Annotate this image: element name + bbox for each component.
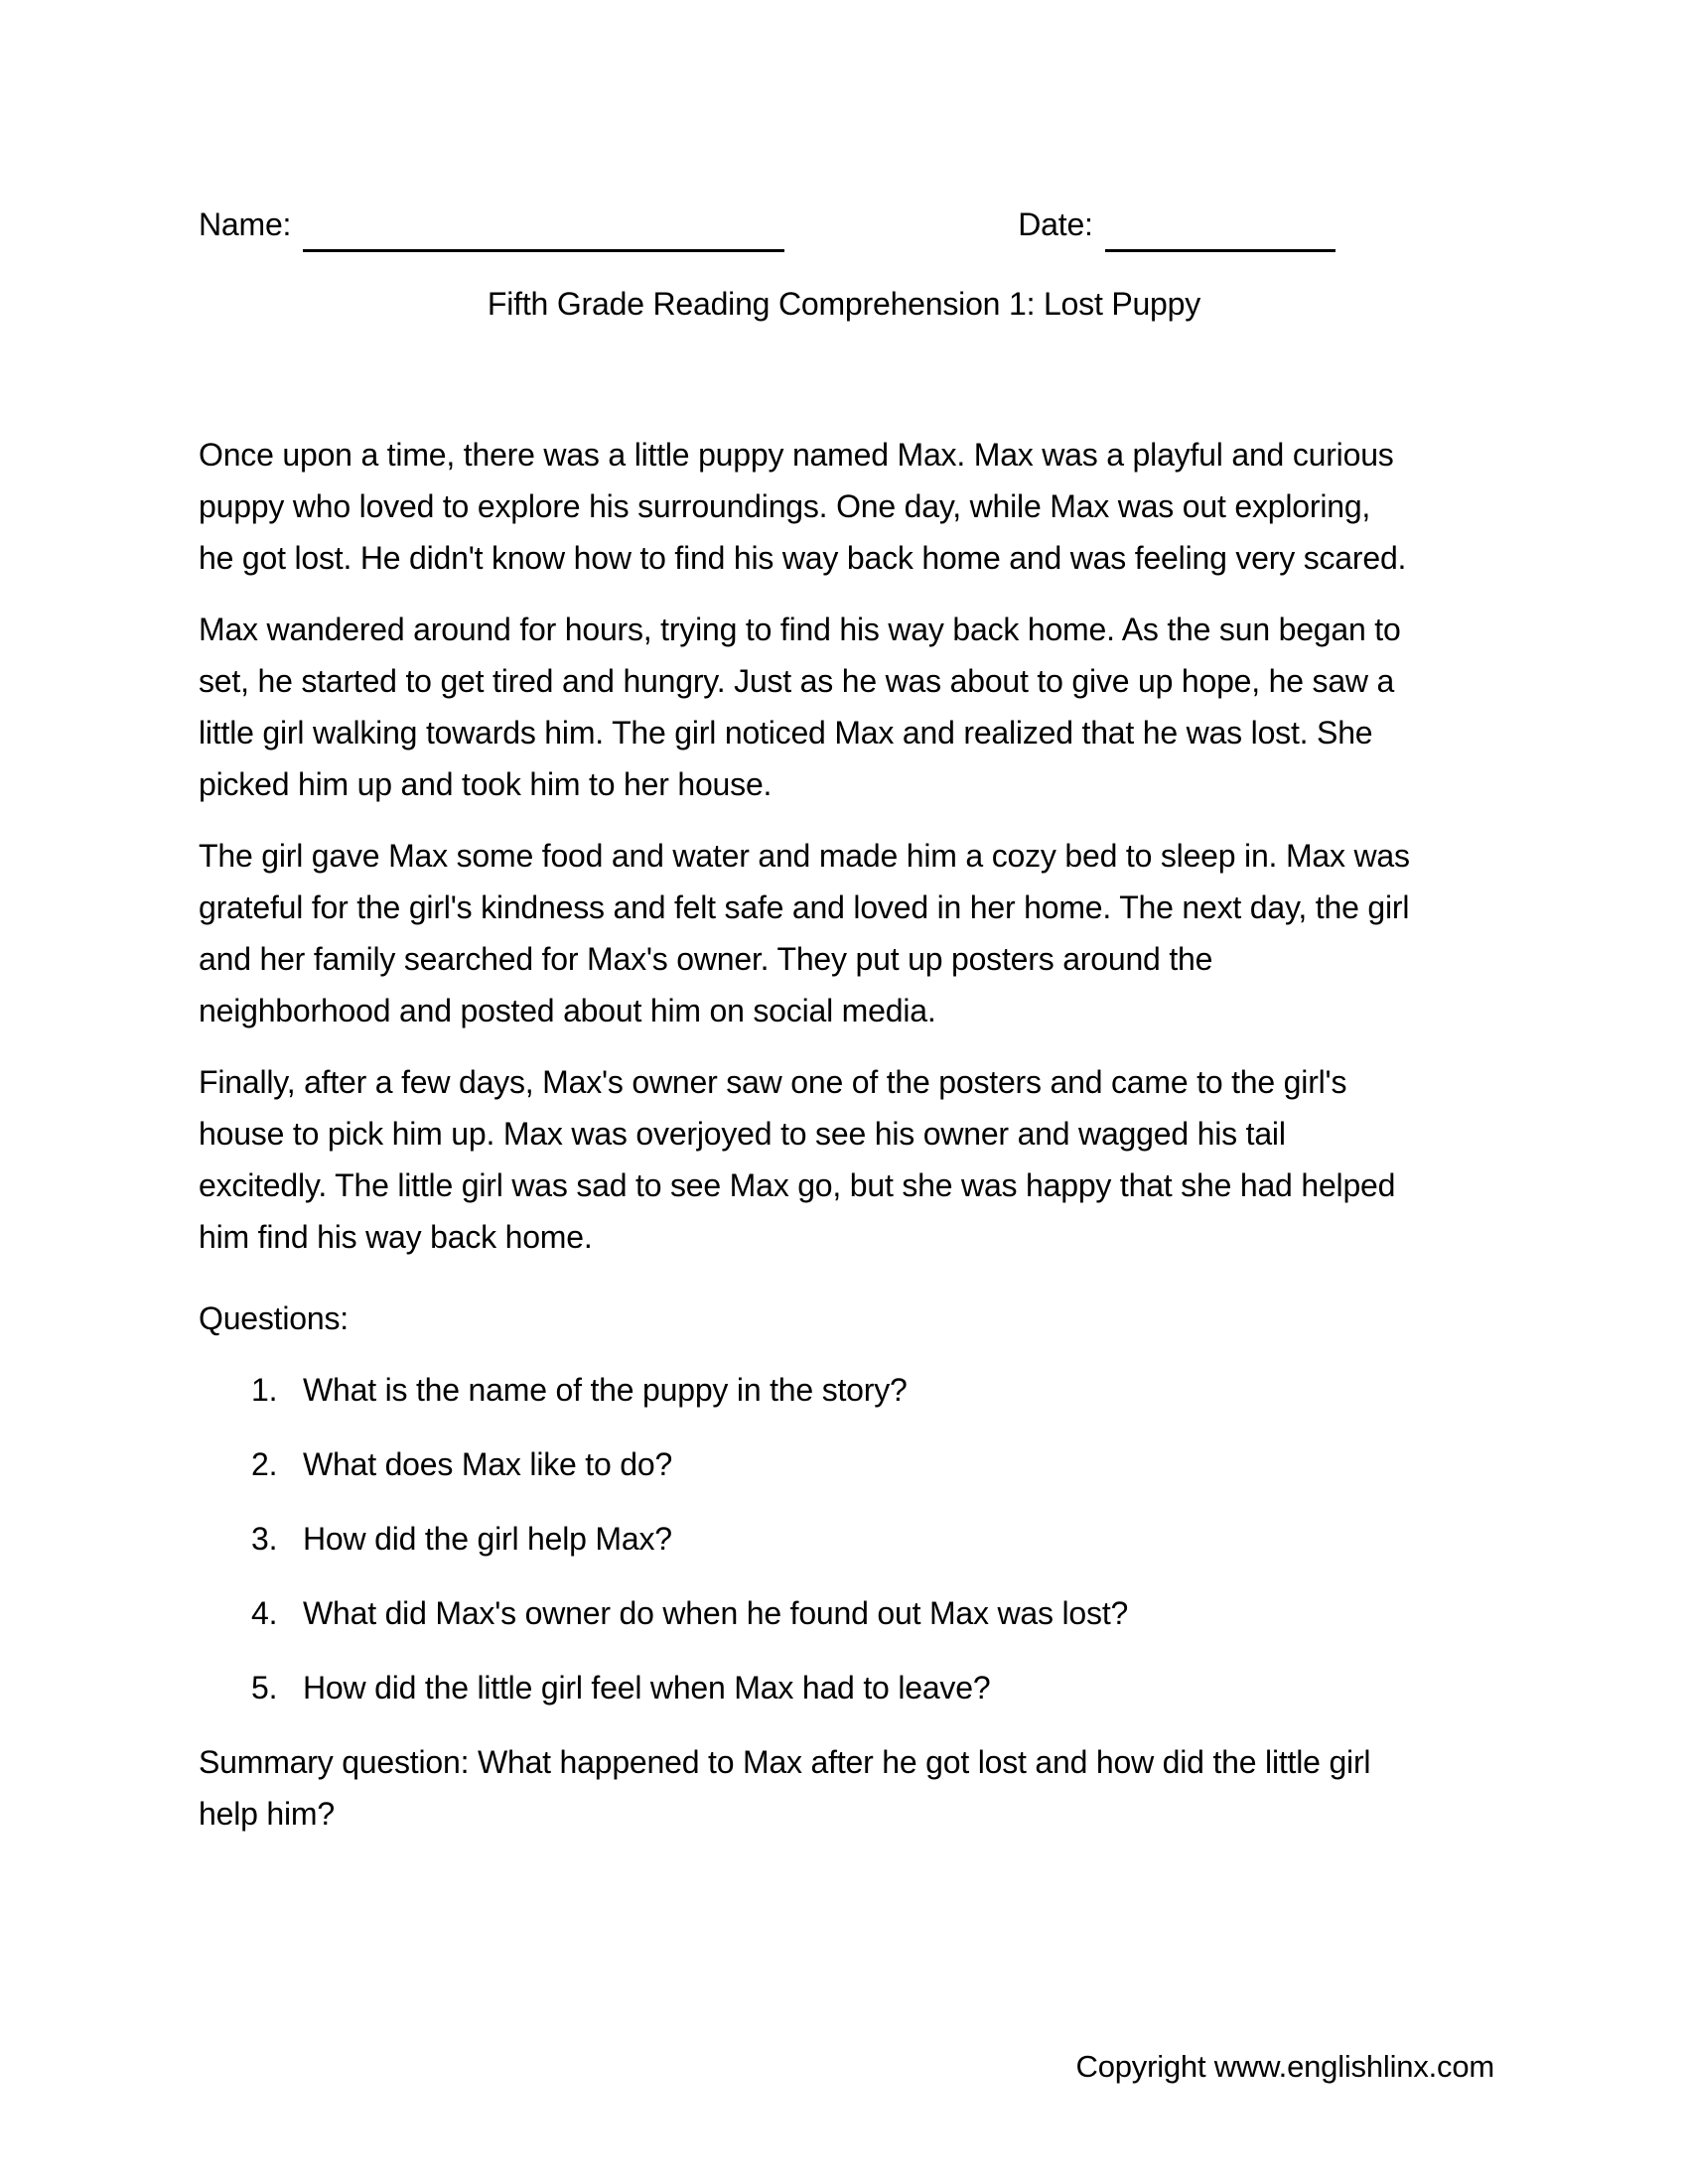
page-title: Fifth Grade Reading Comprehension 1: Lost Puppy: [487, 286, 1201, 322]
question-item: [199, 1364, 1410, 1416]
name-label: Name:: [199, 206, 292, 242]
question-item: [199, 1513, 1410, 1565]
question-number: 1.: [251, 1372, 278, 1408]
story-paragraph: The girl gave Max some food and water and made him a cozy bed to sleep in. Max was grateful for the girl's kindness and felt safe and loved in her home. The next day, the girl and her family searched for Max's owner. They put up posters around the neighborhood and posted about him on social media.: [199, 838, 1410, 1028]
question-text: How did the girl help Max?: [303, 1521, 672, 1557]
question-number: 4.: [251, 1595, 278, 1631]
date-field: [1018, 199, 1336, 250]
story-paragraph: Finally, after a few days, Max's owner saw one of the posters and came to the girl's house to pick him up. Max was overjoyed to see his owner and wagged his tail excitedly. The little girl was sad to see Max go, but she was happy that she had helped him find his way back home.: [199, 1064, 1396, 1255]
question-text: What is the name of the puppy in the story?: [303, 1372, 908, 1408]
question-text: How did the little girl feel when Max had to leave?: [303, 1670, 991, 1706]
copyright-notice: Copyright www.englishlinx.com: [1075, 2049, 1494, 2084]
name-field: [199, 199, 784, 250]
questions-list: [199, 1364, 1489, 1713]
date-blank-line: [1105, 209, 1336, 252]
question-item: [199, 1438, 1410, 1490]
question-number: 2.: [251, 1446, 278, 1482]
questions-heading: Questions:: [199, 1300, 349, 1336]
story-passage: [199, 429, 1489, 1263]
story-paragraph: Max wandered around for hours, trying to find his way back home. As the sun began to set, he started to get tired and hungry. Just as he was about to give up hope, he saw a little girl walking towards him. The girl noticed Max and realized that he was lost. She picked him up and took him to her house.: [199, 612, 1401, 802]
question-number: 5.: [251, 1670, 278, 1706]
question-text: What does Max like to do?: [303, 1446, 673, 1482]
story-paragraph: Once upon a time, there was a little puppy named Max. Max was a playful and curious puppy who loved to explore his surroundings. One day, while Max was out exploring, he got lost. He didn't know how to find his way back home and was feeling very scared.: [199, 437, 1407, 576]
name-date-row: [199, 199, 1489, 250]
question-item: [199, 1587, 1410, 1639]
summary-question: Summary question: What happened to Max after he got lost and how did the little girl help him?: [199, 1744, 1371, 1832]
question-number: 3.: [251, 1521, 278, 1557]
date-label: Date:: [1018, 206, 1093, 242]
name-blank-line: [303, 209, 784, 252]
question-text: What did Max's owner do when he found out Max was lost?: [303, 1595, 1129, 1631]
question-item: [199, 1662, 1410, 1713]
